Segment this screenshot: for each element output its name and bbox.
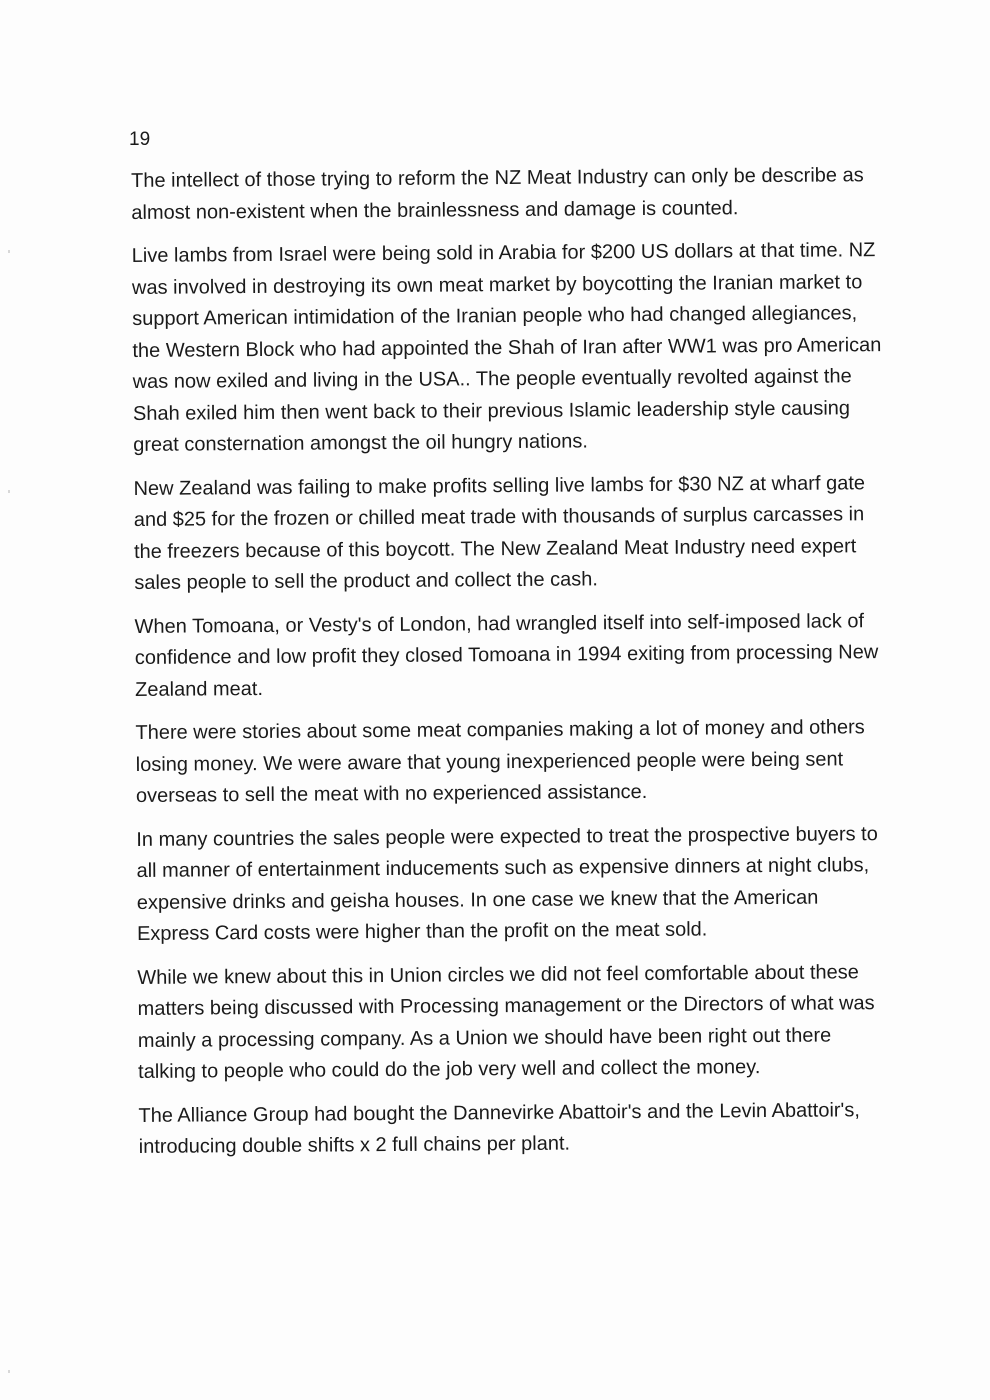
paragraph: The Alliance Group had bought the Dannevirke Abattoir's and the Levin Abattoir's, introducing double shifts x 2 full chains per plant. [138, 1098, 860, 1158]
document-body [131, 160, 895, 1175]
paragraph: New Zealand was failing to make profits selling live lambs for $30 NZ at wharf gate and $25 for the frozen or chilled meat trade with thousands of surplus carcasses in the freezers because of this boycott. The New Zealand Meat Industry need expert sales people to sell the product and collect the cash. [133, 471, 866, 594]
scan-margin-mark [8, 250, 10, 253]
paragraph: There were stories about some meat companies making a lot of money and others losing money. We were aware that young inexperienced people were being sent overseas to sell the meat with no experienced assistance. [135, 716, 865, 807]
paragraph: When Tomoana, or Vesty's of London, had wrangled itself into self-imposed lack of confidence and low profit they closed Tomoana in 1994 exiting from processing New Zealand meat. [134, 609, 879, 701]
scan-margin-mark [8, 1370, 10, 1373]
paragraph: In many countries the sales people were expected to treat the prospective buyers to all manner of entertainment inducements such as expensive dinners at night clubs, expensive drinks and geisha houses. In one case we knew that the American Express Card costs were higher than the profit on the meat sold. [136, 822, 878, 945]
page-number: 19 [129, 129, 151, 150]
paragraph: While we knew about this in Union circles we did not feel comfortable about these matters being discussed with Processing management or the Directors of what was mainly a processing company. As a Union we should have been right out there talking to people who could do the job very well and collect the money. [137, 960, 875, 1083]
paragraph: Live lambs from Israel were being sold in Arabia for $200 US dollars at that time. NZ was involved in destroying its own meat market by boycotting the Iranian market to support American intimidation of the Iranian people who had changed allegiances, the Western Block who had appointed the Shah of Iran after WW1 was pro American was now exiled and living in the USA.. The people eventually revolted against the Shah exiled him then went back to their previous Islamic leadership style causing great consternation amongst the oil hungry nations. [131, 239, 882, 456]
scan-margin-mark [8, 490, 10, 493]
paragraph: The intellect of those trying to reform the NZ Meat Industry can only be describe as almost non-existent when the brainlessness and damage is counted. [131, 164, 864, 224]
